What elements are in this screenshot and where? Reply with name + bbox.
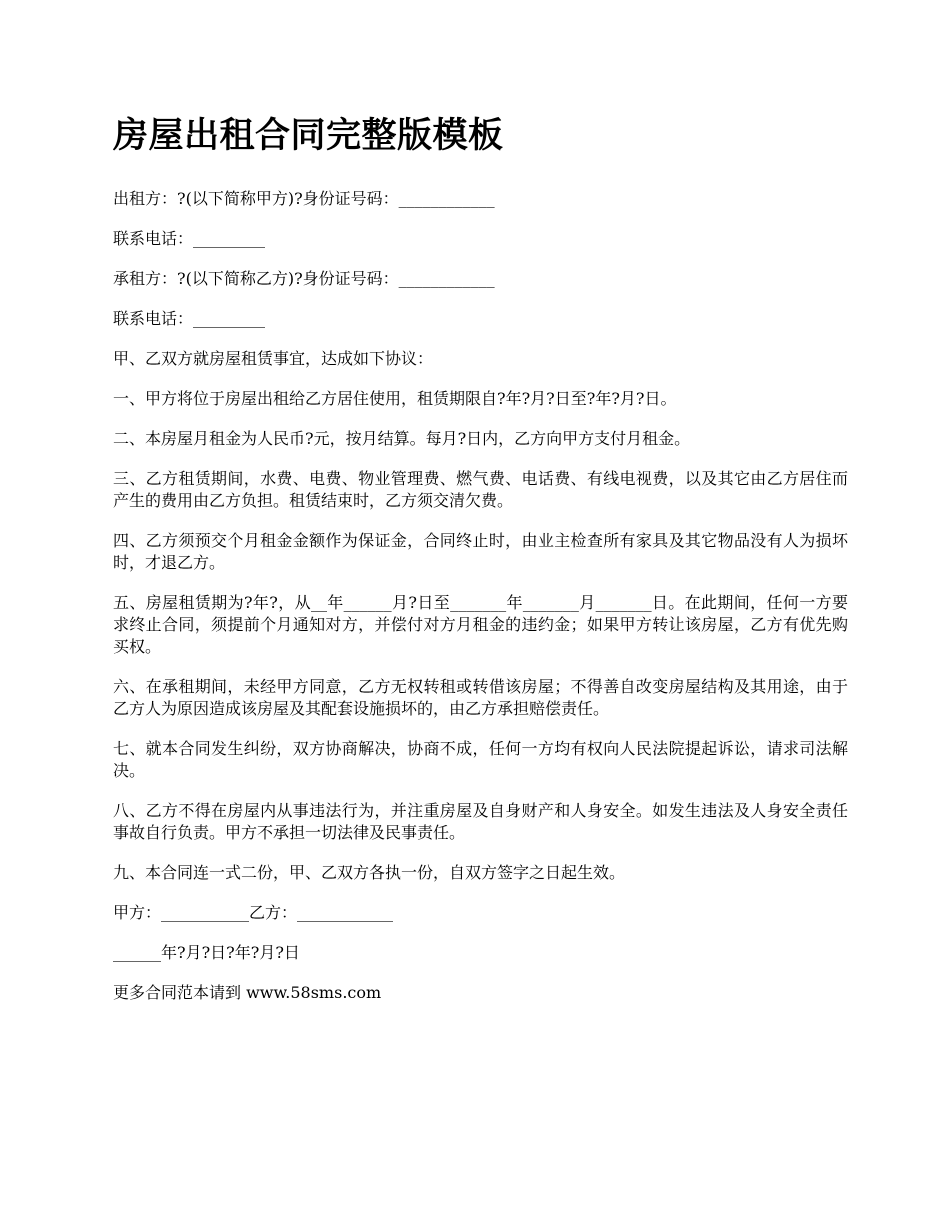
document-title: 房屋出租合同完整版模板	[113, 115, 504, 156]
clause-7: 七、就本合同发生纠纷，双方协商解决，协商不成，任何一方均有权向人民法院提起诉讼，请求司法解决。	[113, 739, 848, 780]
party-b-phone: 联系电话：_________	[113, 309, 266, 328]
clause-6: 六、在承租期间，未经甲方同意，乙方无权转租或转借该房屋；不得善自改变房屋结构及其用途，由于乙方人为原因造成该房屋及其配套设施损坏的，由乙方承担赔偿责任。	[113, 677, 848, 718]
clause-1: 一、甲方将位于房屋出租给乙方居住使用，租赁期限自?年?月?日至?年?月?日。	[113, 389, 677, 408]
clause-4: 四、乙方须预交个月租金金额作为保证金，合同终止时，由业主检查所有家具及其它物品没有人为损坏时，才退乙方。	[113, 531, 848, 572]
signature-line: 甲方：___________乙方：____________	[113, 903, 394, 922]
party-a-line: 出租方：?(以下简称甲方)?身份证号码：____________	[113, 189, 495, 208]
agreement-intro: 甲、乙双方就房屋租赁事宜，达成如下协议：	[113, 349, 434, 368]
document-content	[113, 112, 848, 1022]
clause-9: 九、本合同连一式二份，甲、乙双方各执一份，自双方签字之日起生效。	[113, 863, 626, 882]
footer-note: 更多合同范本请到 www.58sms.com	[113, 983, 382, 1002]
party-a-phone: 联系电话：_________	[113, 229, 266, 248]
clause-2: 二、本房屋月租金为人民币?元，按月结算。每月?日内，乙方向甲方支付月租金。	[113, 429, 691, 448]
date-line: ______年?月?日?年?月?日	[113, 943, 300, 962]
clause-3: 三、乙方租赁期间，水费、电费、物业管理费、燃气费、电话费、有线电视费，以及其它由乙方居住而产生的费用由乙方负担。租赁结束时，乙方须交清欠费。	[113, 469, 848, 510]
clause-5: 五、房屋租赁期为?年?，从__年______月?日至_______年_______月_______日。在此期间，任何一方要求终止合同，须提前个月通知对方，并偿付对方月租金的违约金；如果甲方转让该房屋，乙方有优先购买权。	[113, 593, 848, 656]
clause-8: 八、乙方不得在房屋内从事违法行为，并注重房屋及自身财产和人身安全。如发生违法及人身安全责任事故自行负责。甲方不承担一切法律及民事责任。	[113, 801, 848, 842]
party-b-line: 承租方：?(以下简称乙方)?身份证号码：____________	[113, 269, 495, 288]
